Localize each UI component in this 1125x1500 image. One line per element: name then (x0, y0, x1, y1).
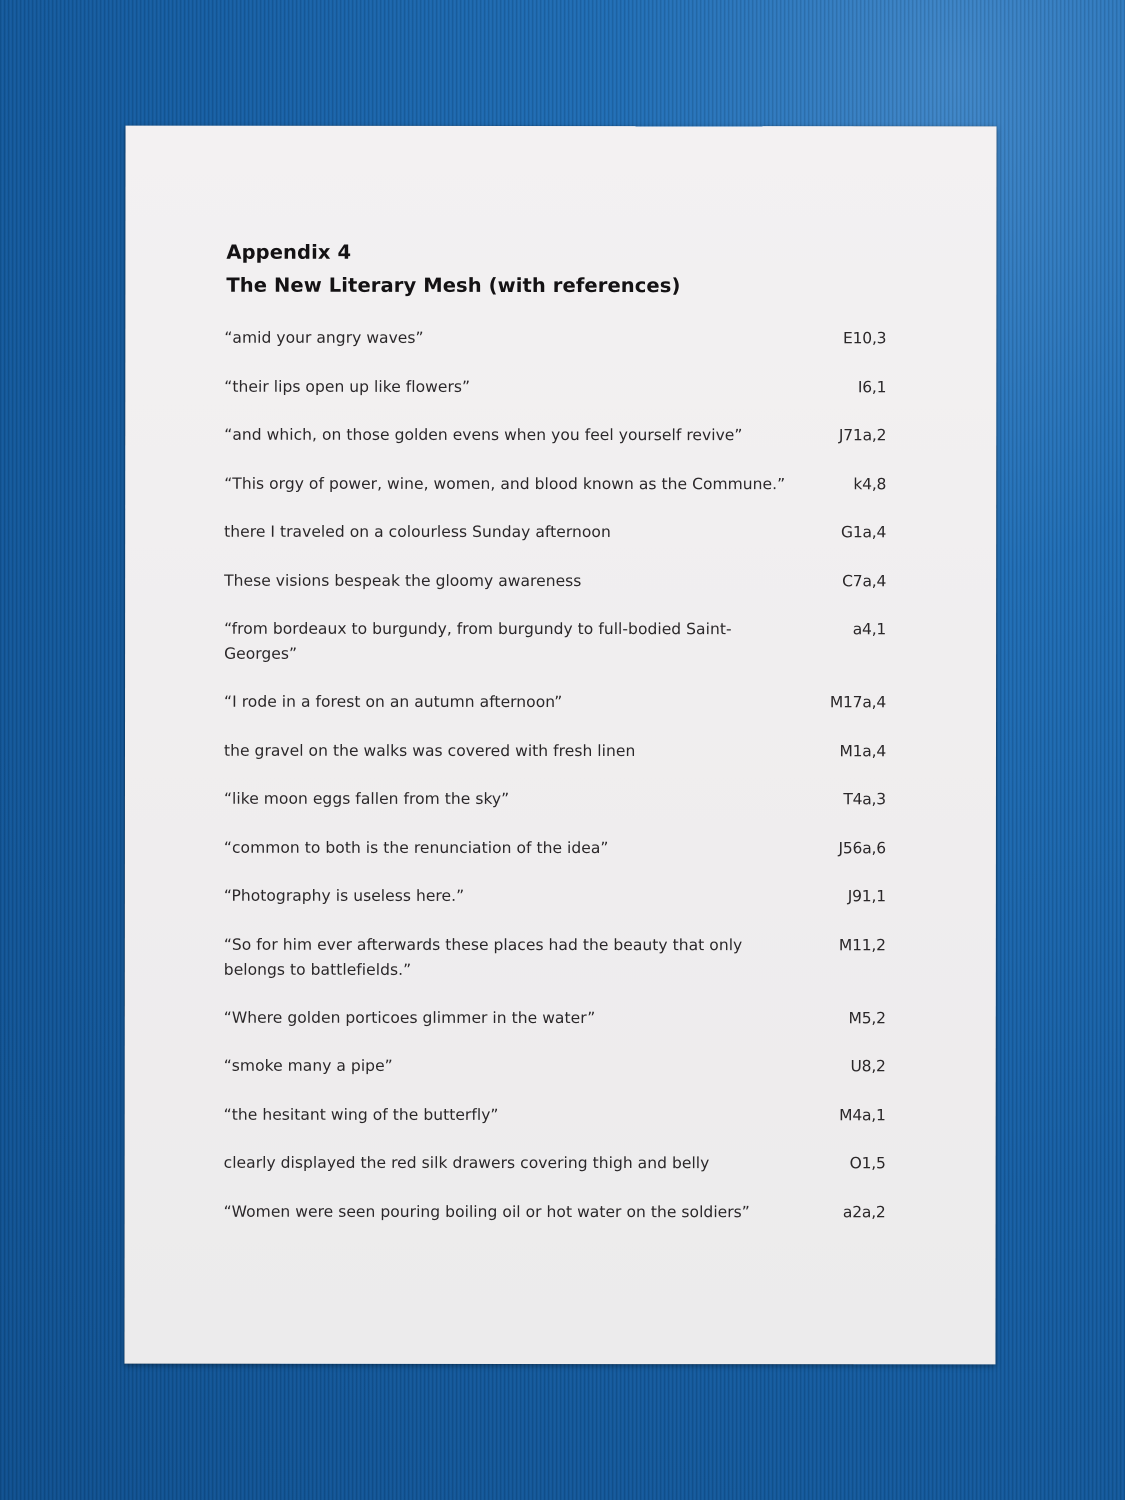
list-item (224, 738, 886, 764)
list-item (224, 787, 886, 813)
list-item (224, 471, 886, 497)
document-subtitle: The New Literary Mesh (with references) (226, 273, 681, 298)
entry-text: “Where golden porticoes glimmer in the water” (223, 1008, 596, 1027)
list-item (224, 326, 886, 352)
entry-text: “I rode in a forest on an autumn afternoon” (224, 692, 563, 712)
list-item (224, 1199, 886, 1225)
entry-reference: M1a,4 (839, 741, 887, 760)
list-item (224, 1102, 886, 1128)
entry-text: there I traveled on a colourless Sunday afternoon (224, 522, 611, 542)
entry-text: “from bordeaux to burgundy, from burgundy to full-bodied Saint-Georges” (224, 619, 732, 663)
entry-reference: O1,5 (849, 1154, 886, 1173)
entry-text: “the hesitant wing of the butterfly” (223, 1105, 499, 1124)
list-item (224, 617, 886, 668)
entry-reference: U8,2 (850, 1057, 886, 1076)
entry-reference: M17a,4 (829, 693, 887, 712)
list-item (224, 932, 886, 983)
appendix-title: Appendix 4 (226, 240, 352, 264)
entry-text: “like moon eggs fallen from the sky” (223, 789, 510, 808)
list-item (224, 423, 886, 449)
entry-reference: a2a,2 (842, 1202, 886, 1221)
entry-reference: T4a,3 (843, 790, 886, 809)
list-item (224, 1151, 886, 1177)
list-item (224, 520, 886, 546)
entry-text: “amid your angry waves” (224, 328, 424, 347)
entry-reference: G1a,4 (841, 523, 887, 542)
entry-text: “their lips open up like flowers” (224, 377, 471, 396)
entry-reference: M11,2 (838, 935, 886, 954)
entry-text: clearly displayed the red silk drawers covering thigh and belly (223, 1153, 710, 1173)
entry-reference: k4,8 (853, 474, 887, 493)
list-item (224, 1005, 886, 1031)
entry-text: “common to both is the renunciation of the idea” (223, 838, 609, 857)
paper-sheet (124, 126, 996, 1365)
entry-text: “smoke many a pipe” (223, 1056, 393, 1075)
entry-reference: I6,1 (857, 377, 887, 396)
entry-reference: J56a,6 (838, 838, 886, 857)
entry-reference: E10,3 (843, 329, 887, 348)
entry-text: the gravel on the walks was covered with fresh linen (223, 741, 636, 760)
list-item (224, 568, 886, 594)
list-item (224, 374, 886, 400)
entry-reference: M4a,1 (839, 1105, 886, 1124)
list-item (224, 884, 886, 910)
entry-text: “Women were seen pouring boiling oil or hot water on the soldiers” (223, 1202, 750, 1221)
entry-text: These visions bespeak the gloomy awareness (224, 571, 582, 590)
entry-reference: J91,1 (847, 887, 886, 906)
entry-reference: M5,2 (848, 1008, 886, 1027)
entry-text: “and which, on those golden evens when you feel yourself revive” (224, 425, 743, 445)
entry-reference: C7a,4 (842, 571, 887, 590)
entry-text: “This orgy of power, wine, women, and blood known as the Commune.” (224, 474, 786, 493)
document-heading (226, 236, 680, 302)
list-item (224, 835, 886, 861)
list-item (224, 1054, 886, 1080)
entry-reference: J71a,2 (838, 426, 887, 445)
list-item (224, 690, 886, 716)
entry-reference: a4,1 (852, 620, 887, 639)
entry-text: “Photography is useless here.” (223, 886, 465, 905)
reference-list (224, 326, 887, 1249)
entry-text: “So for him ever afterwards these places had the beauty that only belongs to battlefields.” (223, 935, 743, 979)
